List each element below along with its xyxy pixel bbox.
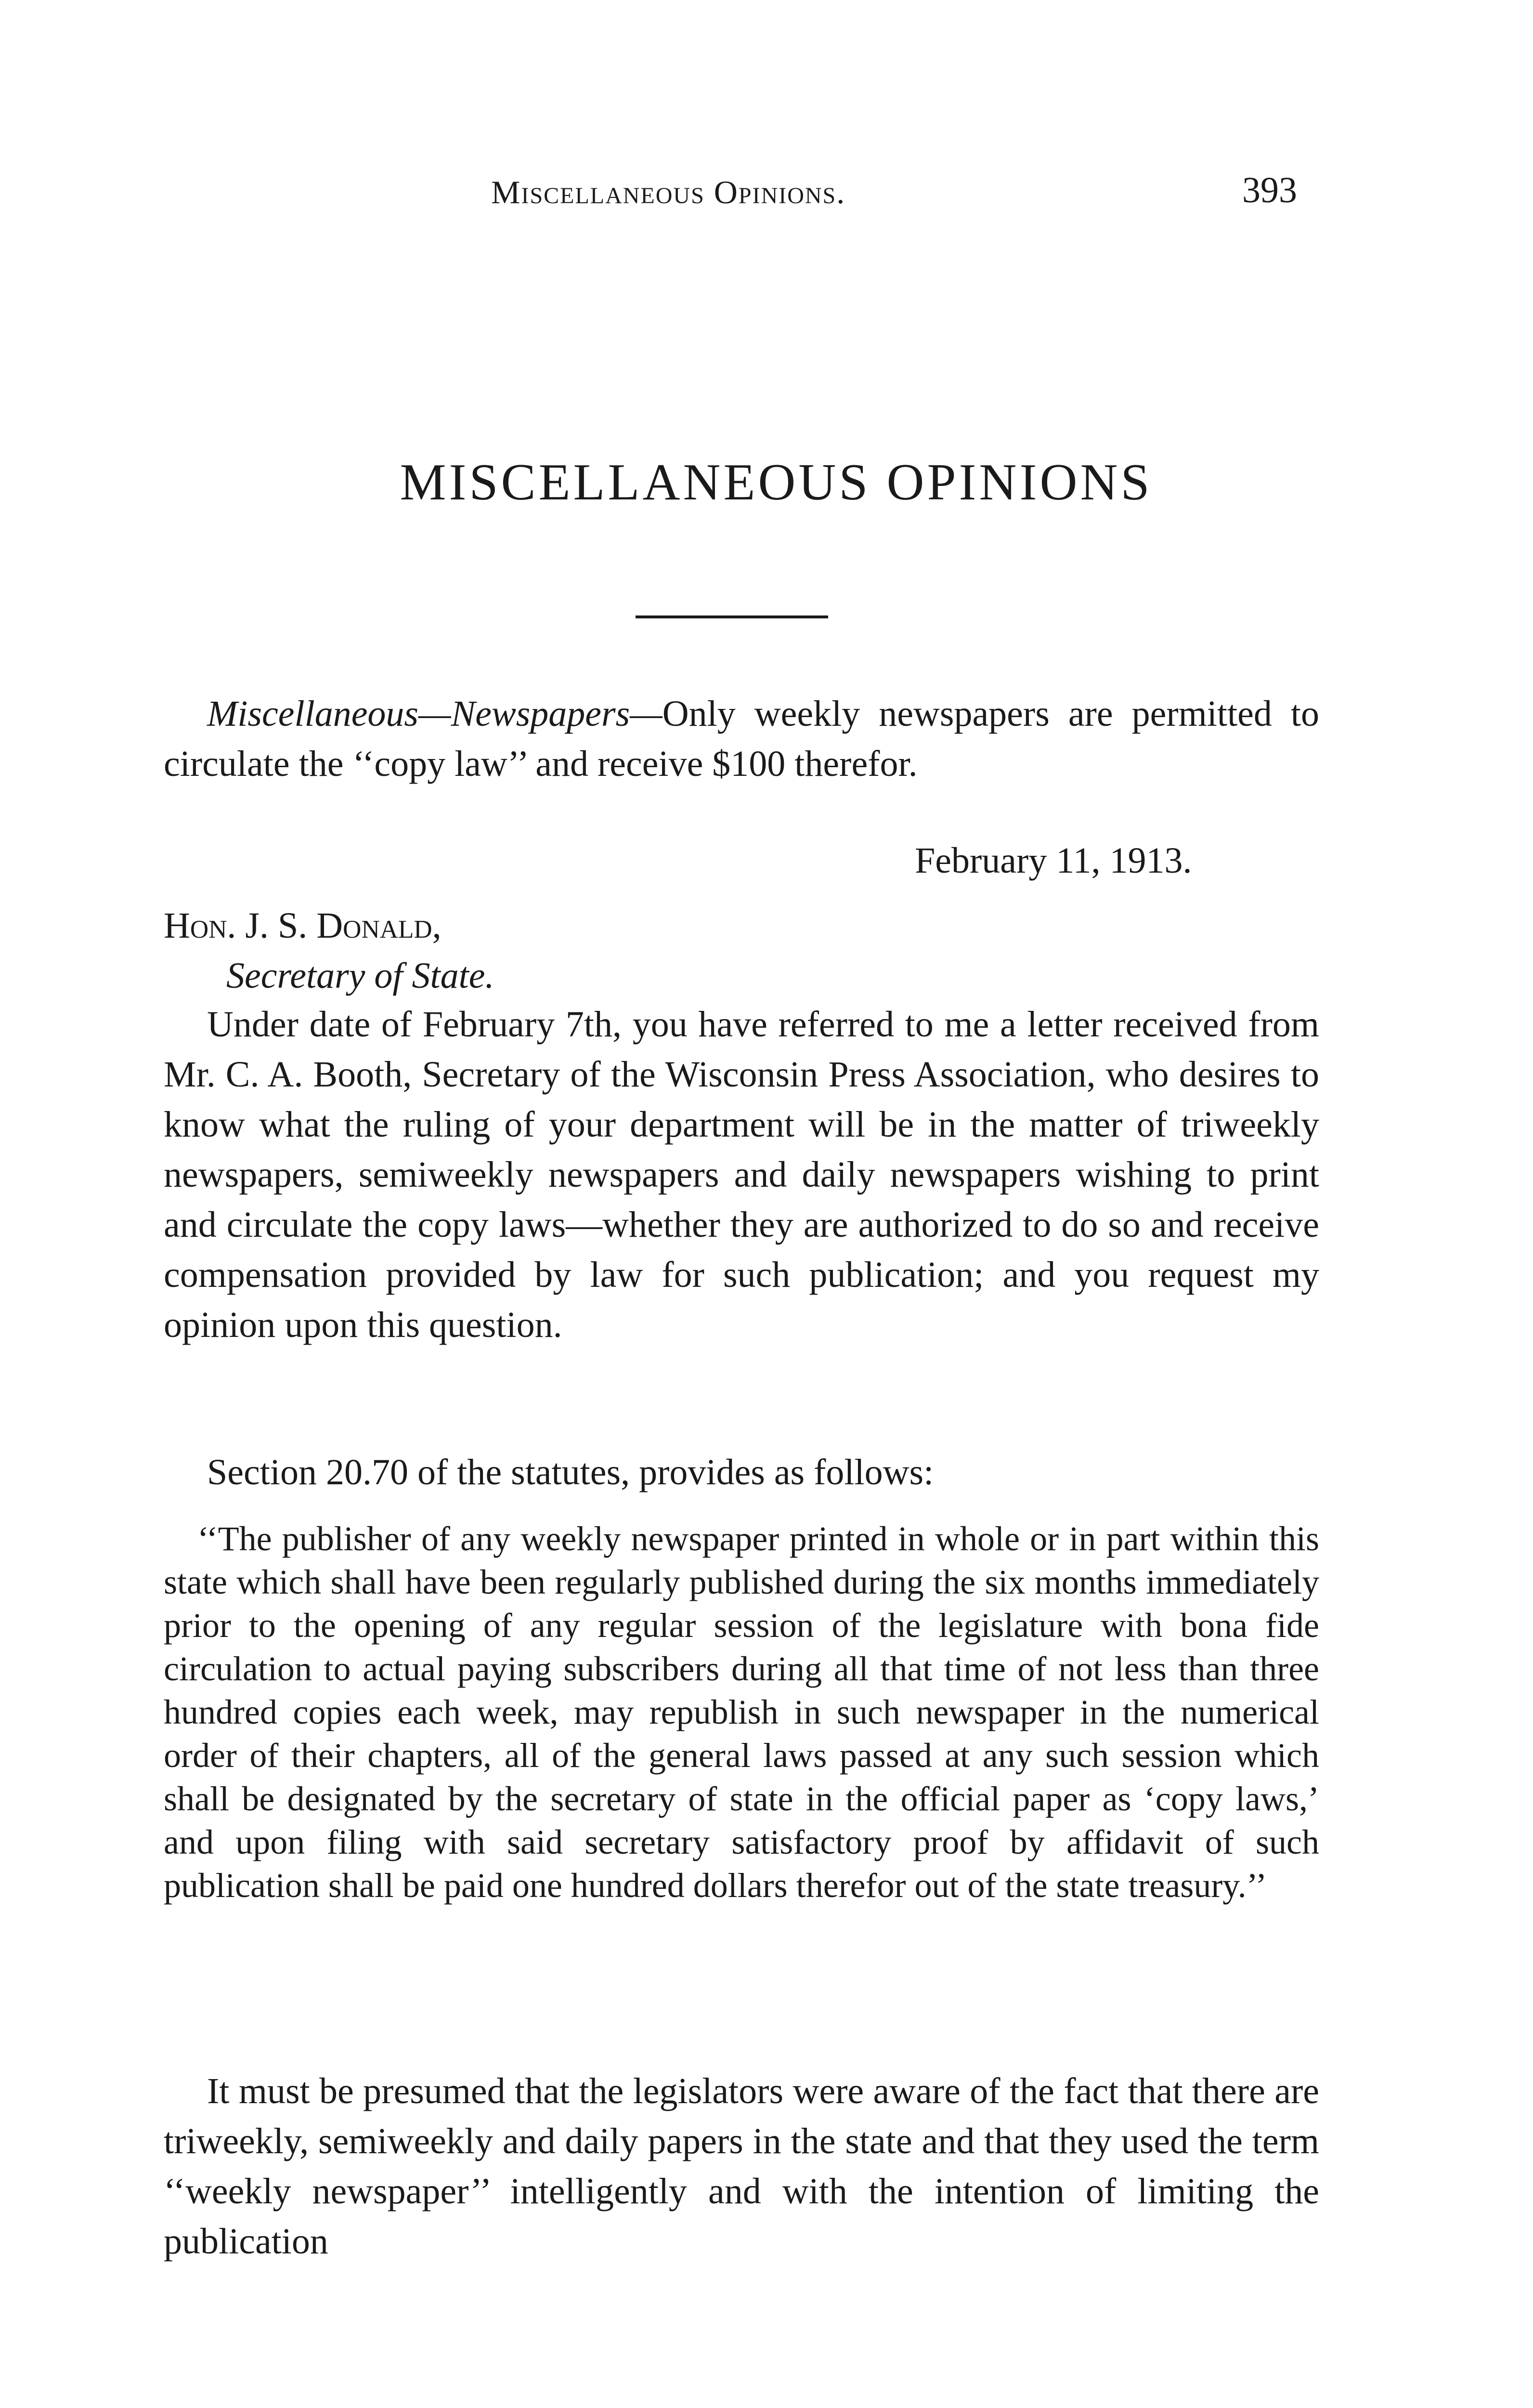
- paragraph-analysis: It must be presumed that the legislators were aware of the fact that there are triweekly, semiweekly and daily papers in the state and that they used the term ‘‘weekly newspaper’’ intelligently and with the intention of limiting the publication: [164, 2071, 1319, 2262]
- addressee-block: [164, 901, 494, 1001]
- paragraph-statute-intro: Section 20.70 of the statutes, provides as follows:: [207, 1452, 934, 1492]
- running-head: Miscellaneous Opinions.: [491, 174, 846, 210]
- addressee-title: Secretary of State.: [226, 955, 494, 996]
- syllabus-text: Only weekly newspapers are permitted to circulate the ‘‘copy law’’ and receive $100 therefor.: [164, 694, 1319, 784]
- section-title: MISCELLANEOUS OPINIONS: [400, 454, 1153, 511]
- statute-quotation: ‘‘The publisher of any weekly newspaper printed in whole or in part within this state which shall have been regularly published during the six months immediately prior to the opening of any regular session of the legislature with bona fide circulation to actual paying subscribers during all that time of not less than three hundred copies each week, may republish in such newspaper in the numerical order of their chapters, all of the general laws passed at any such session which shall be designated by the secretary of state in the official paper as ‘copy laws,’ and upon filing with said secretary satisfactory proof by affidavit of such publication shall be paid one hundred dollars therefor out of the state treasury.’’: [164, 1519, 1319, 1905]
- letter-date: February 11, 1913.: [915, 840, 1192, 881]
- title-rule: [636, 615, 828, 618]
- syllabus-topic: Miscellaneous—Newspapers—: [207, 694, 663, 734]
- page-number: 393: [1242, 170, 1297, 210]
- syllabus: [164, 689, 1319, 789]
- addressee-name: Hon. J. S. Donald,: [164, 905, 442, 946]
- paragraph-request: Under date of February 7th, you have referred to me a letter received from Mr. C. A. Booth, Secretary of the Wisconsin Press Association, who desires to know what the ruling of your department will be in the matter of triweekly newspapers, semiweekly newspapers and daily newspapers wishing to print and circulate the copy laws—whether they are authorized to do so and receive compensation provided by law for such publication; and you request my opinion upon this question.: [164, 1004, 1319, 1345]
